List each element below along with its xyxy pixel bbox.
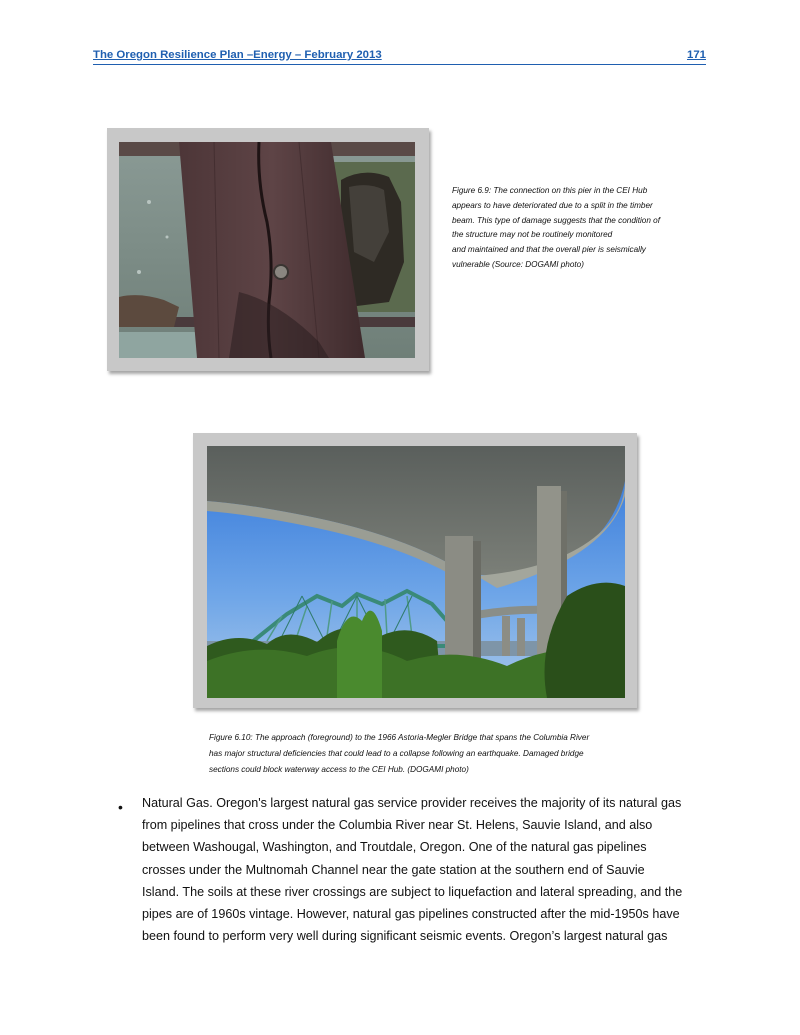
- caption-line: appears to have deteriorated due to a split in the timber: [452, 200, 653, 210]
- caption-line: has major structural deficiencies that could lead to a collapse following an earthquake. Damaged bridge: [209, 749, 584, 758]
- caption-line: the structure may not be routinely monitored: [452, 230, 613, 240]
- caption-line: beam. This type of damage suggests that the condition of: [452, 215, 660, 225]
- bullet-icon: •: [118, 799, 123, 815]
- figure-6-10-frame: [193, 433, 637, 708]
- paragraph-line: Natural Gas. Oregon's largest natural gas service provider receives the majority of its natural gas: [142, 796, 682, 810]
- caption-line: Figure 6.9: The connection on this pier in the CEI Hub: [452, 186, 648, 195]
- paragraph-line: from pipelines that cross under the Columbia River near St. Helens, Sauvie Island, and also: [142, 818, 653, 833]
- paragraph-line: between Washougal, Washington, and Troutdale, Oregon. One of the natural gas pipelines: [142, 840, 647, 855]
- caption-line: sections could block waterway access to the CEI Hub. (DOGAMI photo): [209, 765, 469, 774]
- caption-line: and maintained and that the overall pier is seismically: [452, 245, 646, 255]
- paragraph-line: Island. The soils at these river crossings are subject to liquefaction and lateral spreading, and the: [142, 884, 683, 899]
- caption-line: vulnerable (Source: DOGAMI photo): [452, 259, 584, 269]
- figure-6-9-caption: [452, 184, 702, 273]
- figure-6-10-photo: [207, 446, 625, 698]
- caption-line: Figure 6.10: The approach (foreground) to the 1966 Astoria-Megler Bridge that spans the Columbia River: [209, 733, 590, 742]
- page-header: [93, 48, 706, 65]
- figure-6-9-photo: [119, 142, 415, 358]
- document-title: The Oregon Resilience Plan –Energy – February 2013: [93, 49, 382, 61]
- paragraph-line: crosses under the Multnomah Channel near the gate station at the southern end of Sauvie: [142, 862, 645, 877]
- bullet-paragraph: [142, 792, 722, 947]
- figure-6-9-frame: [107, 128, 429, 371]
- paragraph-line: pipes are of 1960s vintage. However, natural gas pipelines constructed after the mid-1950s have: [142, 907, 680, 922]
- page-number: 171: [686, 49, 706, 61]
- paragraph-line: been found to perform very well during significant seismic events. Oregon’s largest natural gas: [142, 929, 668, 944]
- figure-6-10-caption: [209, 730, 669, 778]
